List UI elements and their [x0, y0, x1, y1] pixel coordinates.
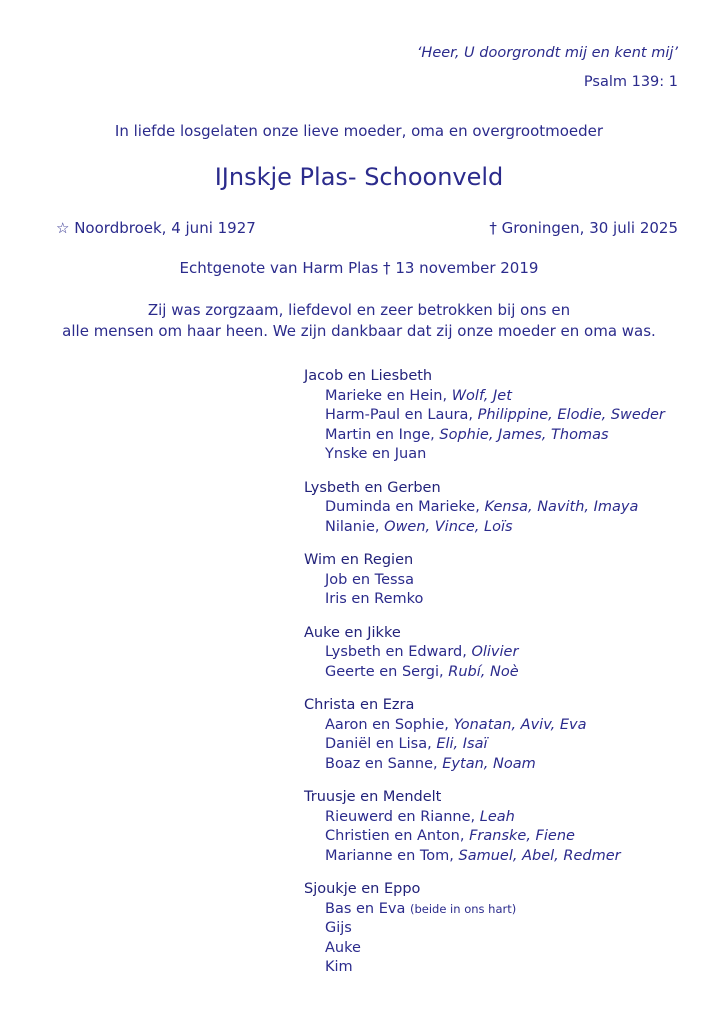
family-list	[304, 367, 665, 992]
bible-quote: ‘Heer, U doorgrondt mij en kent mij’	[416, 45, 678, 61]
family-member	[304, 919, 665, 939]
member-name: Christien en Anton,	[325, 828, 470, 844]
family-member	[304, 735, 665, 755]
birth-info: ☆ Noordbroek, 4 juni 1927	[56, 219, 256, 237]
family-member	[304, 663, 665, 683]
member-name: Ynske en Juan	[325, 446, 427, 462]
member-name: Harm-Paul en Laura,	[325, 407, 478, 423]
member-name: Aaron en Sophie,	[325, 716, 454, 733]
family-member	[304, 518, 665, 538]
member-children: Yonatan, Aviv, Eva	[453, 716, 587, 733]
member-children: Sophie, James, Thomas	[439, 426, 609, 443]
member-name: Marianne en Tom,	[325, 847, 459, 864]
family-member	[304, 755, 665, 775]
family-group-head: Auke en Jikke	[304, 624, 401, 641]
member-children: Franske, Fiene	[469, 828, 575, 844]
member-children: Leah	[479, 808, 515, 825]
family-group-head: Lysbeth en Gerben	[304, 479, 441, 496]
family-member	[304, 958, 665, 978]
tribute-text	[0, 300, 718, 342]
member-children: Eytan, Noam	[442, 755, 536, 772]
family-group	[304, 880, 665, 978]
family-member	[304, 571, 665, 591]
member-name: Bas en Eva	[325, 900, 410, 917]
family-member	[304, 643, 665, 663]
family-member	[304, 847, 665, 867]
member-children: Owen, Vince, Loïs	[384, 518, 513, 535]
family-member	[304, 445, 665, 465]
family-member	[304, 939, 665, 959]
family-member	[304, 426, 665, 446]
member-children: Samuel, Abel, Redmer	[458, 847, 621, 864]
family-member	[304, 827, 665, 847]
member-children: Wolf, Jet	[451, 387, 512, 404]
member-children: Kensa, Navith, Imaya	[484, 499, 639, 515]
family-group	[304, 696, 665, 774]
member-name: Rieuwerd en Rianne,	[325, 808, 480, 825]
family-member	[304, 590, 665, 610]
member-name: Nilanie,	[325, 518, 385, 535]
family-member	[304, 716, 665, 736]
member-children: Eli, Isaï	[436, 736, 488, 752]
family-member	[304, 498, 665, 518]
member-name: Geerte en Sergi,	[325, 663, 449, 680]
family-member	[304, 900, 665, 920]
family-group-head: Christa en Ezra	[304, 697, 415, 713]
family-member	[304, 406, 665, 426]
member-name: Kim	[325, 959, 353, 975]
member-name: Daniël en Lisa,	[325, 736, 437, 752]
spouse-info: Echtgenote van Harm Plas † 13 november 2019	[179, 259, 539, 277]
member-note: (beide in ons hart)	[409, 901, 517, 916]
member-name: Marieke en Hein,	[325, 387, 452, 404]
tribute-line: Zij was zorgzaam, liefdevol en zeer betrokken bij ons en	[147, 301, 571, 319]
member-name: Job en Tessa	[325, 571, 414, 588]
intro-text: In liefde losgelaten onze lieve moeder, oma en overgrootmoeder	[114, 122, 604, 140]
family-group-head: Wim en Regien	[304, 552, 414, 568]
member-name: Auke	[325, 939, 361, 956]
deceased-name: IJnskje Plas- Schoonveld	[214, 163, 504, 191]
member-name: Iris en Remko	[325, 591, 424, 607]
member-children: Philippine, Elodie, Sweder	[477, 407, 665, 423]
member-children: Olivier	[471, 644, 519, 660]
family-group-head: Sjoukje en Eppo	[304, 881, 421, 897]
member-name: Duminda en Marieke,	[325, 499, 485, 515]
family-member	[304, 387, 665, 407]
tribute-line: alle mensen om haar heen. We zijn dankbaar dat zij onze moeder en oma was.	[62, 322, 656, 340]
family-group	[304, 367, 665, 465]
family-member	[304, 808, 665, 828]
family-group	[304, 551, 665, 610]
member-children: Rubí, Noè	[448, 663, 519, 680]
family-group	[304, 788, 665, 866]
member-name: Lysbeth en Edward,	[325, 644, 472, 660]
family-group	[304, 624, 665, 683]
bible-reference: Psalm 139: 1	[583, 74, 678, 90]
family-group-head: Jacob en Liesbeth	[304, 368, 433, 384]
member-name: Gijs	[325, 920, 352, 936]
death-info: † Groningen, 30 juli 2025	[489, 219, 678, 237]
family-group-head: Truusje en Mendelt	[304, 789, 442, 805]
member-name: Martin en Inge,	[325, 426, 440, 443]
member-name: Boaz en Sanne,	[325, 755, 443, 772]
family-group	[304, 479, 665, 538]
